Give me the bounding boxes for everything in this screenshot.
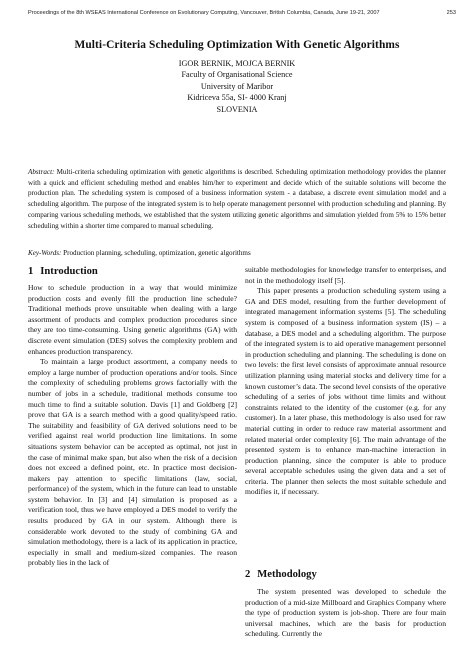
section-title: Methodology [257,569,317,580]
abstract [28,167,446,231]
methodology-paragraph-1: The system presented was developed to schedule the production of a mid-size Millboard and Graphics Company where the type of production system is job-shop. There are four main universal machines, which are the basis for production scheduling. Currently the [245,587,446,639]
section-title: Introduction [40,266,98,277]
intro-paragraph-3: This paper presents a production scheduling system using a GA and DES model, resulting from the further development of integrated management information systems [5]. The scheduling system is composed of a business information system (IS) – a database, a DES model and a scheduling algorithm. The purpose of the integrated system is to aid operative management personnel in production scheduling and planning. The scheduling is done on two levels: the first level consists of approximate annual resource utilization planning using material stocks and delivery time for a known customer’s data. The second level consists of the operative scheduling of a series of jobs without time limits and without constraints related to the identity of the customer (e.g. for any customer). In a later phase, this methodology is also used for raw material cutting in order to reduce raw material assortment and related material order complexity [6]. The main advantage of the presented system is to enhance man-machine interaction in production planning, since the computer is able to produce several acceptable schedules using the given data and a set of criteria. The planner then selects the most suitable schedule and modifies it, if necessary. [245,286,446,497]
keywords-label: Key-Words: [28,249,62,257]
running-head [28,10,456,16]
section-number: 1 [28,266,34,277]
keywords [28,248,446,259]
intro-paragraph-2-continued: suitable methodologies for knowledge transfer to enterprises, and not in the methodology itself [5]. [245,265,446,285]
section-heading-introduction [28,266,98,277]
running-head-text: Proceedings of the 8th WSEAS International Conference on Evolutionary Computing, Vancouver, British Columbia, Canada, June 19-21, 2007 [28,10,380,16]
right-column [245,265,446,498]
author-names: IGOR BERNIK, MOJCA BERNIK [178,59,296,68]
section-number: 2 [245,569,251,580]
methodology-column [245,587,446,640]
paper-title: Multi-Criteria Scheduling Optimization With Genetic Algorithms [74,39,400,51]
affiliation-line: University of Maribor [200,81,274,91]
section-heading-methodology [245,569,317,580]
intro-paragraph-2: To maintain a large product assortment, a company needs to employ a large number of production operations and/or tools. Since the complexity of scheduling problems grows factorially with the number of jobs in a schedule, traditional methods consume too much time to find a suitable solution. Davis [1] and Goldberg [2] prove that GA is a search method with a good quality/speed ratio. The suitability and feasibility of GA derived solutions need to be verified against real world production line limitations. In some situations system behavior can be accepted as optimal, not just in the case of minimal make span, but also when the risk of a decision does not exceed a defined point, etc. In practice most decision-makers pay attention to specific limitations (law, social, performance) of the system, which in the future can lead to unstable system behavior. In [3] and [4] simulation is proposed as a verification tool, thus we have employed a DES model to verify the results produced by GA in our system. Although there is considerable work devoted to the study of combining GA and simulation methodology, there is a lack of its application in practice, especially in small and medium-sized companies. The reason probably lies in the lack of [28,357,237,568]
abstract-label: Abstract: [28,168,55,176]
affiliation-line: Faculty of Organisational Science [181,70,293,80]
author-block [0,58,474,115]
intro-paragraph-1: How to schedule production in a way that would minimize production costs and evenly fill the production line schedule? Traditional methods prove unsuitable when dealing with a large assortment of products and complex production procedures since they are too time-consuming. Using genetic algorithms (GA) with discrete event simulation (DES) solves the complexity problem and enhances production transparency. [28,283,237,356]
affiliation-line: Kidriceva 55a, SI- 4000 Kranj [187,93,287,103]
keywords-text: Production planning, scheduling, optimization, genetic algorithms [63,249,251,257]
affiliation-line: SLOVENIA [216,104,258,114]
abstract-text: Multi-criteria scheduling optimization with genetic algorithms is described. Scheduling optimization methodology provides the planner with a quick and efficient scheduling method and enables him/her to experiment and decide which of the suitable solutions will become the production plan. The scheduling system is composed of a business information system - a database, a discrete event simulation model and a scheduling algorithm. The purpose of the integrated system is to help operate management personnel with production scheduling and planning. By comparing various scheduling methods, we established that the system utilizing genetic algorithms and simulation yielded from 5% to 15% better scheduling within a shorter time compared to manual scheduling. [28,168,446,230]
left-column [28,283,237,569]
page-number: 253 [446,10,456,16]
